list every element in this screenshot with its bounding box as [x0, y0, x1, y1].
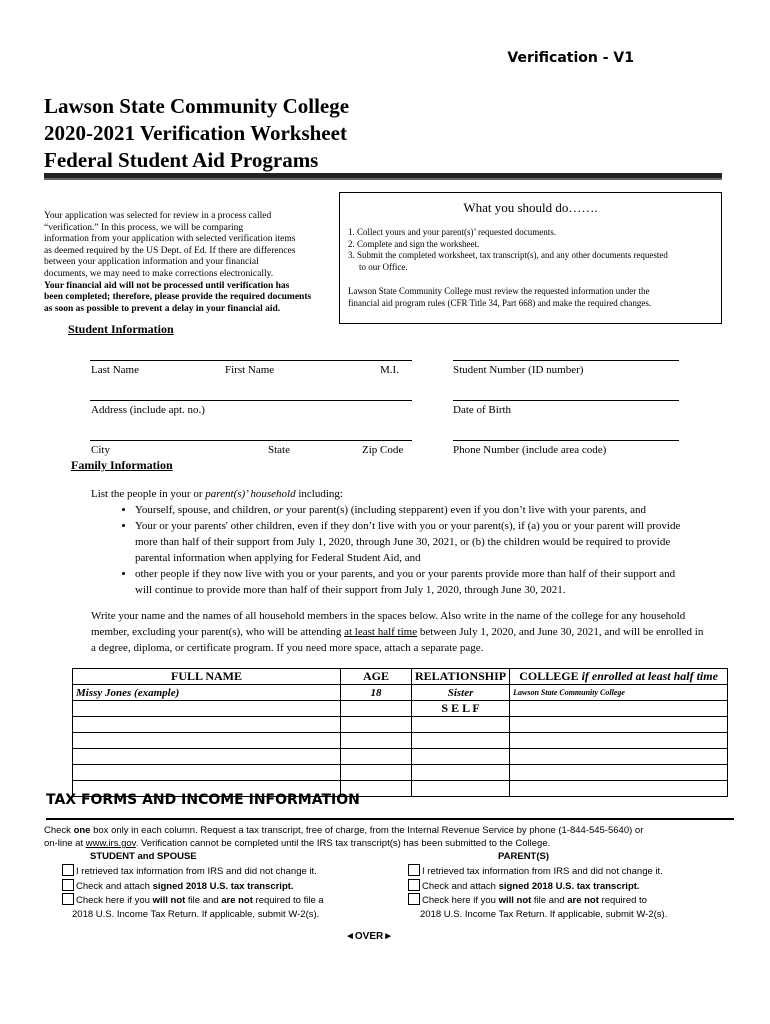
- table-row[interactable]: [73, 749, 728, 765]
- intro-text: [44, 211, 336, 315]
- example-age: 18: [341, 685, 412, 701]
- name-cell[interactable]: [73, 701, 341, 717]
- college-cell[interactable]: [510, 701, 728, 717]
- version-label: Verification - V1: [507, 50, 634, 66]
- parent-checkbox-not-filing[interactable]: [408, 893, 420, 905]
- title-rule: [44, 173, 722, 180]
- student-checkbox-transcript[interactable]: [62, 879, 74, 891]
- irs-link[interactable]: www.irs.gov: [85, 838, 136, 849]
- household-intro: List the people in your or parent(s)’ household including:: [91, 488, 343, 500]
- title-line-3: Federal Student Aid Programs: [44, 148, 319, 172]
- col-relationship: RELATIONSHIP: [412, 669, 510, 685]
- first-name-label: First Name: [225, 364, 275, 376]
- household-table: [72, 668, 728, 797]
- relationship-cell[interactable]: [412, 733, 510, 749]
- over-indicator: ◄OVER►: [345, 931, 394, 942]
- city-line[interactable]: [90, 440, 412, 441]
- household-instructions: Write your name and the names of all household members in the spaces below. Also write in the name of the college for any household member, excluding your parent(s), who will be attending at least half time between July 1, 2020, and June 30, 2021, and will be enrolled in a degree, diploma, or certificate program. If you need more space, attach a separate page.: [91, 610, 704, 654]
- age-cell[interactable]: [341, 717, 412, 733]
- intro-line: as deemed required by the US Dept. of Ed. If there are differences: [44, 245, 296, 256]
- dob-line[interactable]: [453, 400, 679, 401]
- title-line-2: 2020-2021 Verification Worksheet: [44, 121, 347, 145]
- phone-line[interactable]: [453, 440, 679, 441]
- age-cell[interactable]: [341, 733, 412, 749]
- relationship-cell[interactable]: [412, 717, 510, 733]
- table-row[interactable]: [73, 717, 728, 733]
- zip-label: Zip Code: [362, 444, 404, 456]
- dob-label: Date of Birth: [453, 404, 512, 416]
- intro-line: Your application was selected for review in a process called: [44, 211, 272, 221]
- name-cell[interactable]: [73, 717, 341, 733]
- student-checkbox-retrieved[interactable]: [62, 864, 74, 876]
- name-cell[interactable]: [73, 749, 341, 765]
- phone-label: Phone Number (include area code): [453, 444, 607, 456]
- table-row[interactable]: [73, 765, 728, 781]
- title-line-1: Lawson State Community College: [44, 94, 350, 118]
- age-cell[interactable]: [341, 701, 412, 717]
- todo-item-3: 3. Submit the completed worksheet, tax transcript(s), and any other documents requested: [348, 250, 668, 260]
- table-row: [73, 685, 728, 701]
- college-cell[interactable]: [510, 765, 728, 781]
- todo-item-1: 1. Collect yours and your parent(s)’ requested documents.: [348, 227, 557, 237]
- todo-note: Lawson State Community College must review the requested information under the financial aid program rules (CFR Title 34, Part 668) and make the required changes.: [348, 286, 652, 308]
- parents-heading: PARENT(S): [498, 851, 550, 862]
- student-options: I retrieved tax information from IRS and did not change it. Check and attach signed 2018 U.S. tax transcript. Check here if you will not file and are not required to file a 2018 U.S. Income Tax Return. If applicable, submit W-2(s).: [62, 864, 324, 921]
- college-cell[interactable]: [510, 781, 728, 797]
- bullet-item: • Yourself, spouse, and children, or your parent(s) (including stepparent) even if you don’t live with your parents, and: [135, 502, 751, 518]
- what-to-do-heading: What you should do…….: [463, 200, 598, 215]
- city-label: City: [91, 444, 110, 456]
- student-info-heading: Student Information: [68, 322, 174, 336]
- col-age: AGE: [341, 669, 412, 685]
- example-relationship: Sister: [412, 685, 510, 701]
- todo-item-3-cont: to our Office.: [359, 261, 408, 272]
- table-header: [73, 669, 728, 685]
- intro-line: documents, we may need to make corrections electronically.: [44, 268, 274, 279]
- name-line[interactable]: [90, 360, 412, 361]
- intro-bold-line: as soon as possible to prevent a delay in your financial aid.: [44, 303, 281, 314]
- address-line[interactable]: [90, 400, 412, 401]
- tax-instructions: Check one box only in each column. Request a tax transcript, free of charge, from the Internal Revenue Service by phone (1-844-545-5640) or on-line at www.irs.gov. Verification cannot be completed until the IRS tax transcript(s) has been submitted to the College.: [44, 825, 644, 849]
- relationship-cell[interactable]: [412, 765, 510, 781]
- bullet-item: • other people if they now live with you or your parents, and you or your parents provide more than half of their support and will continue to provide more than half of their support from July 1, 2020, through June 30, 2021.: [135, 566, 751, 598]
- intro-line: information from your application with selected verification items: [44, 234, 296, 245]
- intro-line: “verification.” In this process, we will be comparing: [44, 222, 244, 233]
- relationship-cell[interactable]: [412, 781, 510, 797]
- self-cell: S E L F: [412, 701, 510, 717]
- state-label: State: [268, 444, 290, 456]
- age-cell[interactable]: [341, 765, 412, 781]
- address-label: Address (include apt. no.): [91, 404, 205, 416]
- family-info-heading: Family Information: [71, 458, 173, 472]
- college-cell[interactable]: [510, 717, 728, 733]
- parent-checkbox-transcript[interactable]: [408, 879, 420, 891]
- example-name: Missy Jones (example): [73, 685, 341, 701]
- intro-bold-line: Your financial aid will not be processed until verification has: [44, 280, 290, 291]
- table-row[interactable]: [73, 733, 728, 749]
- age-cell[interactable]: [341, 749, 412, 765]
- col-full-name: FULL NAME: [73, 669, 341, 685]
- parent-options: I retrieved tax information from IRS and did not change it. Check and attach signed 2018 U.S. tax transcript. Check here if you will not file and are not required to 2018 U.S. Income Tax Return. If applicable, submit W-2(s).: [408, 864, 667, 921]
- table-row[interactable]: [73, 701, 728, 717]
- mi-label: M.I.: [380, 364, 399, 376]
- parent-checkbox-retrieved[interactable]: [408, 864, 420, 876]
- todo-item-2: 2. Complete and sign the worksheet.: [348, 238, 480, 249]
- intro-line: between your application information and your financial: [44, 257, 259, 268]
- relationship-cell[interactable]: [412, 749, 510, 765]
- household-bullets: [91, 502, 751, 598]
- name-cell[interactable]: [73, 765, 341, 781]
- col-college: COLLEGE if enrolled at least half time: [510, 669, 728, 685]
- name-cell[interactable]: [73, 733, 341, 749]
- student-number-line[interactable]: [453, 360, 679, 361]
- bullet-item: • Your or your parents' other children, even if they don’t live with you or your parent(s), if (a) you or your parent will provide more than half of their support from July 1, 2020, through June 30, 2021, or (b) the children would be required to provide parental information when applying for Federal Student Aid, and: [135, 518, 751, 566]
- intro-bold-line: been completed; therefore, please provide the required documents: [44, 292, 312, 303]
- student-spouse-heading: STUDENT and SPOUSE: [90, 851, 197, 862]
- what-to-do-box: [339, 192, 722, 324]
- college-cell[interactable]: [510, 749, 728, 765]
- student-checkbox-not-filing[interactable]: [62, 893, 74, 905]
- example-college: Lawson State Community College: [510, 685, 728, 701]
- tax-rule: [46, 818, 734, 820]
- student-number-label: Student Number (ID number): [453, 364, 584, 376]
- last-name-label: Last Name: [91, 364, 139, 376]
- college-cell[interactable]: [510, 733, 728, 749]
- page-title: [44, 93, 349, 174]
- tax-heading: TAX FORMS AND INCOME INFORMATION: [46, 792, 360, 808]
